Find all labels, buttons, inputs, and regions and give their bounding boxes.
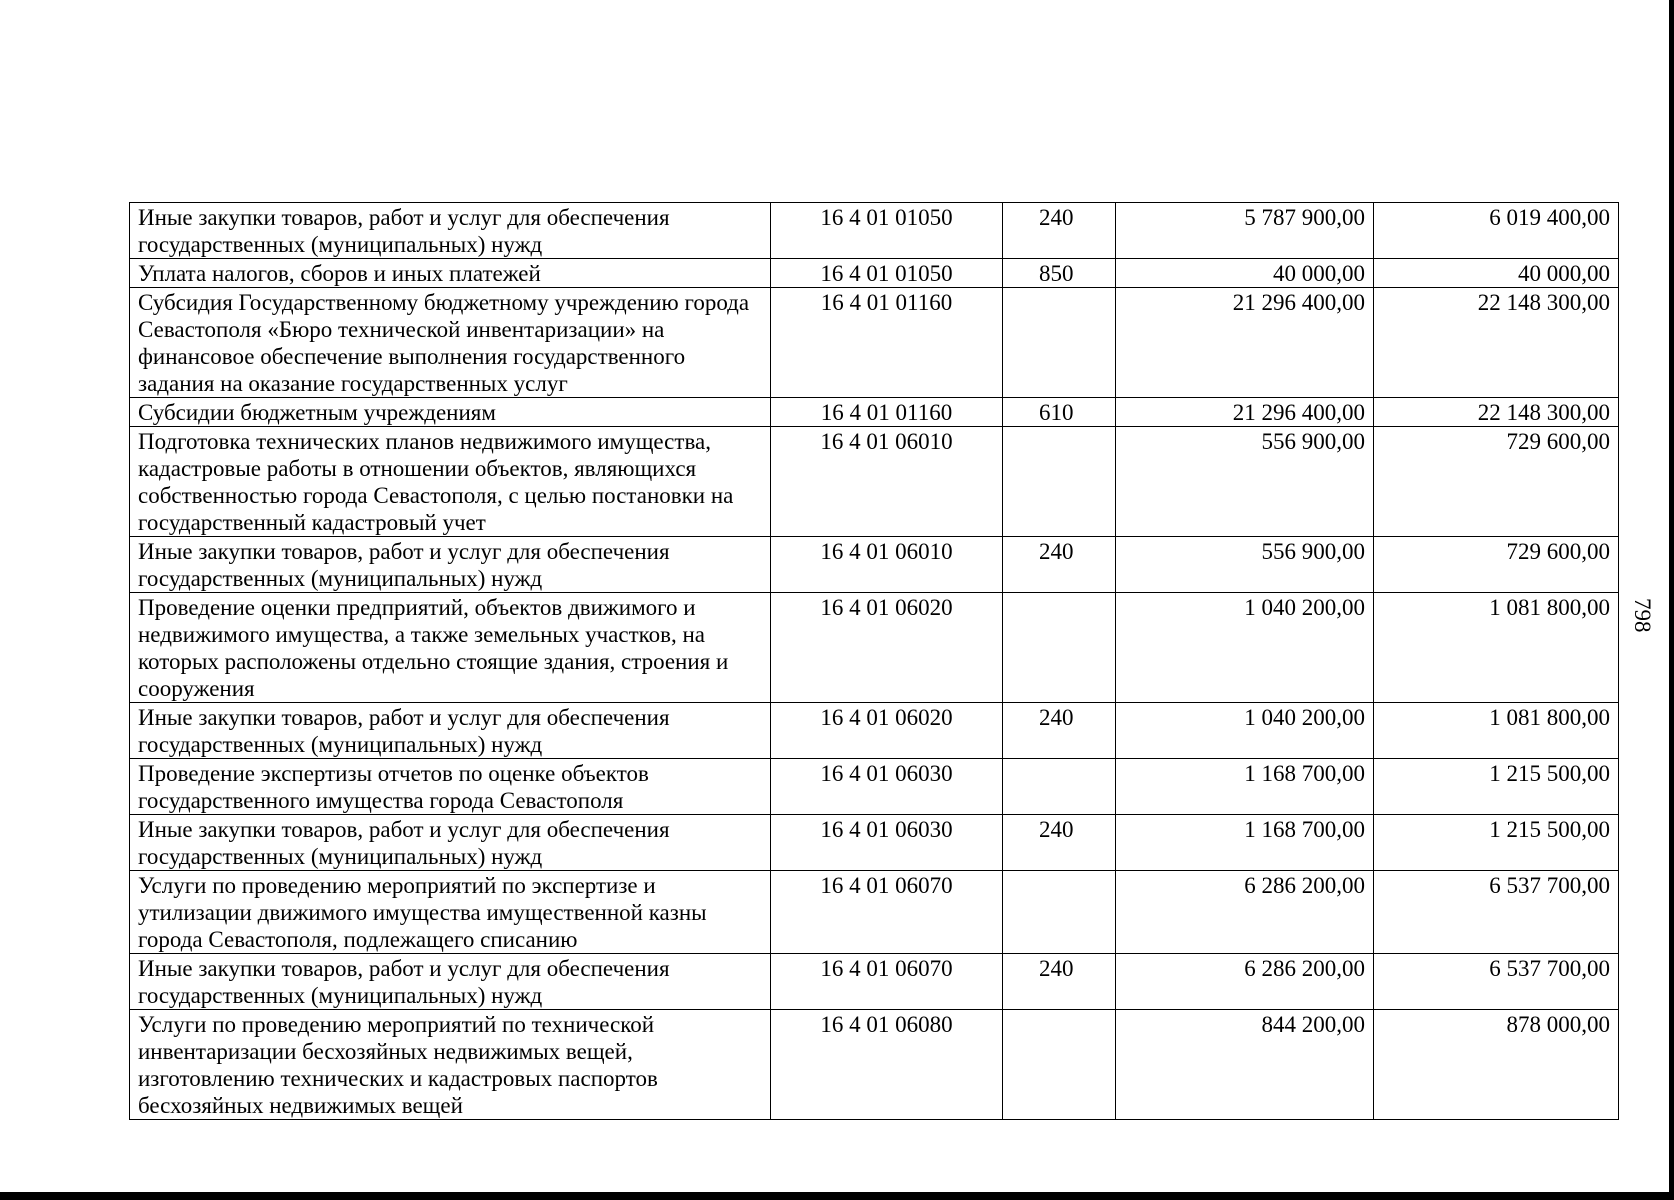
row-name: Проведение экспертизы отчетов по оценке объектов государственного имущества города Севастополя bbox=[130, 759, 771, 815]
row-amount-1: 556 900,00 bbox=[1116, 537, 1374, 593]
row-amount-2: 1 081 800,00 bbox=[1374, 703, 1619, 759]
row-kind: 850 bbox=[1003, 259, 1116, 288]
row-code: 16 4 01 06030 bbox=[771, 815, 1003, 871]
row-name: Услуги по проведению мероприятий по технической инвентаризации бесхозяйных недвижимых вещей, изготовлению технических и кадастровых паспортов бесхозяйных недвижимых вещей bbox=[130, 1010, 771, 1120]
row-kind bbox=[1003, 593, 1116, 703]
row-amount-1: 556 900,00 bbox=[1116, 427, 1374, 537]
table-row bbox=[130, 815, 1619, 871]
row-code: 16 4 01 06020 bbox=[771, 593, 1003, 703]
row-name: Иные закупки товаров, работ и услуг для обеспечения государственных (муниципальных) нужд bbox=[130, 203, 771, 259]
row-name: Иные закупки товаров, работ и услуг для обеспечения государственных (муниципальных) нужд bbox=[130, 703, 771, 759]
scan-edge-right bbox=[1669, 0, 1674, 1200]
row-amount-2: 6 537 700,00 bbox=[1374, 954, 1619, 1010]
row-kind: 240 bbox=[1003, 703, 1116, 759]
row-code: 16 4 01 06030 bbox=[771, 759, 1003, 815]
table-row bbox=[130, 537, 1619, 593]
row-code: 16 4 01 01160 bbox=[771, 398, 1003, 427]
scan-edge-bottom bbox=[0, 1192, 1674, 1200]
row-name: Субсидии бюджетным учреждениям bbox=[130, 398, 771, 427]
row-kind: 240 bbox=[1003, 954, 1116, 1010]
table-row bbox=[130, 1010, 1619, 1120]
row-amount-2: 6 537 700,00 bbox=[1374, 871, 1619, 954]
row-amount-2: 22 148 300,00 bbox=[1374, 288, 1619, 398]
row-name: Уплата налогов, сборов и иных платежей bbox=[130, 259, 771, 288]
row-code: 16 4 01 01050 bbox=[771, 259, 1003, 288]
row-amount-2: 729 600,00 bbox=[1374, 537, 1619, 593]
row-code: 16 4 01 06010 bbox=[771, 427, 1003, 537]
row-amount-2: 40 000,00 bbox=[1374, 259, 1619, 288]
row-kind bbox=[1003, 871, 1116, 954]
row-amount-1: 40 000,00 bbox=[1116, 259, 1374, 288]
row-kind bbox=[1003, 427, 1116, 537]
table-row bbox=[130, 759, 1619, 815]
row-code: 16 4 01 01050 bbox=[771, 203, 1003, 259]
table-row bbox=[130, 703, 1619, 759]
row-amount-1: 21 296 400,00 bbox=[1116, 398, 1374, 427]
row-kind bbox=[1003, 759, 1116, 815]
row-amount-2: 1 215 500,00 bbox=[1374, 815, 1619, 871]
row-amount-1: 1 168 700,00 bbox=[1116, 815, 1374, 871]
table-row bbox=[130, 203, 1619, 259]
row-code: 16 4 01 06010 bbox=[771, 537, 1003, 593]
row-amount-1: 6 286 200,00 bbox=[1116, 871, 1374, 954]
budget-table bbox=[129, 202, 1619, 1120]
row-name: Иные закупки товаров, работ и услуг для обеспечения государственных (муниципальных) нужд bbox=[130, 954, 771, 1010]
row-kind: 610 bbox=[1003, 398, 1116, 427]
row-amount-2: 1 081 800,00 bbox=[1374, 593, 1619, 703]
row-code: 16 4 01 01160 bbox=[771, 288, 1003, 398]
row-code: 16 4 01 06020 bbox=[771, 703, 1003, 759]
row-amount-2: 729 600,00 bbox=[1374, 427, 1619, 537]
row-amount-2: 1 215 500,00 bbox=[1374, 759, 1619, 815]
row-amount-1: 1 040 200,00 bbox=[1116, 593, 1374, 703]
row-name: Субсидия Государственному бюджетному учреждению города Севастополя «Бюро технической инвентаризации» на финансовое обеспечение выполнения государственного задания на оказание государственных услуг bbox=[130, 288, 771, 398]
row-amount-1: 1 040 200,00 bbox=[1116, 703, 1374, 759]
row-code: 16 4 01 06070 bbox=[771, 871, 1003, 954]
table-row bbox=[130, 398, 1619, 427]
table-row bbox=[130, 259, 1619, 288]
row-amount-2: 22 148 300,00 bbox=[1374, 398, 1619, 427]
table-row bbox=[130, 427, 1619, 537]
row-code: 16 4 01 06080 bbox=[771, 1010, 1003, 1120]
row-amount-1: 6 286 200,00 bbox=[1116, 954, 1374, 1010]
table-row bbox=[130, 288, 1619, 398]
row-name: Услуги по проведению мероприятий по экспертизе и утилизации движимого имущества имущественной казны города Севастополя, подлежащего списанию bbox=[130, 871, 771, 954]
row-amount-1: 844 200,00 bbox=[1116, 1010, 1374, 1120]
row-amount-1: 21 296 400,00 bbox=[1116, 288, 1374, 398]
row-kind bbox=[1003, 288, 1116, 398]
row-name: Подготовка технических планов недвижимого имущества, кадастровые работы в отношении объектов, являющихся собственностью города Севастополя, с целью постановки на государственный кадастровый учет bbox=[130, 427, 771, 537]
row-kind: 240 bbox=[1003, 815, 1116, 871]
page-number: 798 bbox=[1630, 598, 1655, 633]
table-row bbox=[130, 871, 1619, 954]
row-amount-1: 1 168 700,00 bbox=[1116, 759, 1374, 815]
table-row bbox=[130, 954, 1619, 1010]
row-name: Проведение оценки предприятий, объектов движимого и недвижимого имущества, а также земельных участков, на которых расположены отдельно стоящие здания, строения и сооружения bbox=[130, 593, 771, 703]
row-kind bbox=[1003, 1010, 1116, 1120]
row-code: 16 4 01 06070 bbox=[771, 954, 1003, 1010]
row-name: Иные закупки товаров, работ и услуг для обеспечения государственных (муниципальных) нужд bbox=[130, 537, 771, 593]
row-kind: 240 bbox=[1003, 203, 1116, 259]
row-name: Иные закупки товаров, работ и услуг для обеспечения государственных (муниципальных) нужд bbox=[130, 815, 771, 871]
row-amount-1: 5 787 900,00 bbox=[1116, 203, 1374, 259]
row-kind: 240 bbox=[1003, 537, 1116, 593]
table-row bbox=[130, 593, 1619, 703]
row-amount-2: 878 000,00 bbox=[1374, 1010, 1619, 1120]
row-amount-2: 6 019 400,00 bbox=[1374, 203, 1619, 259]
